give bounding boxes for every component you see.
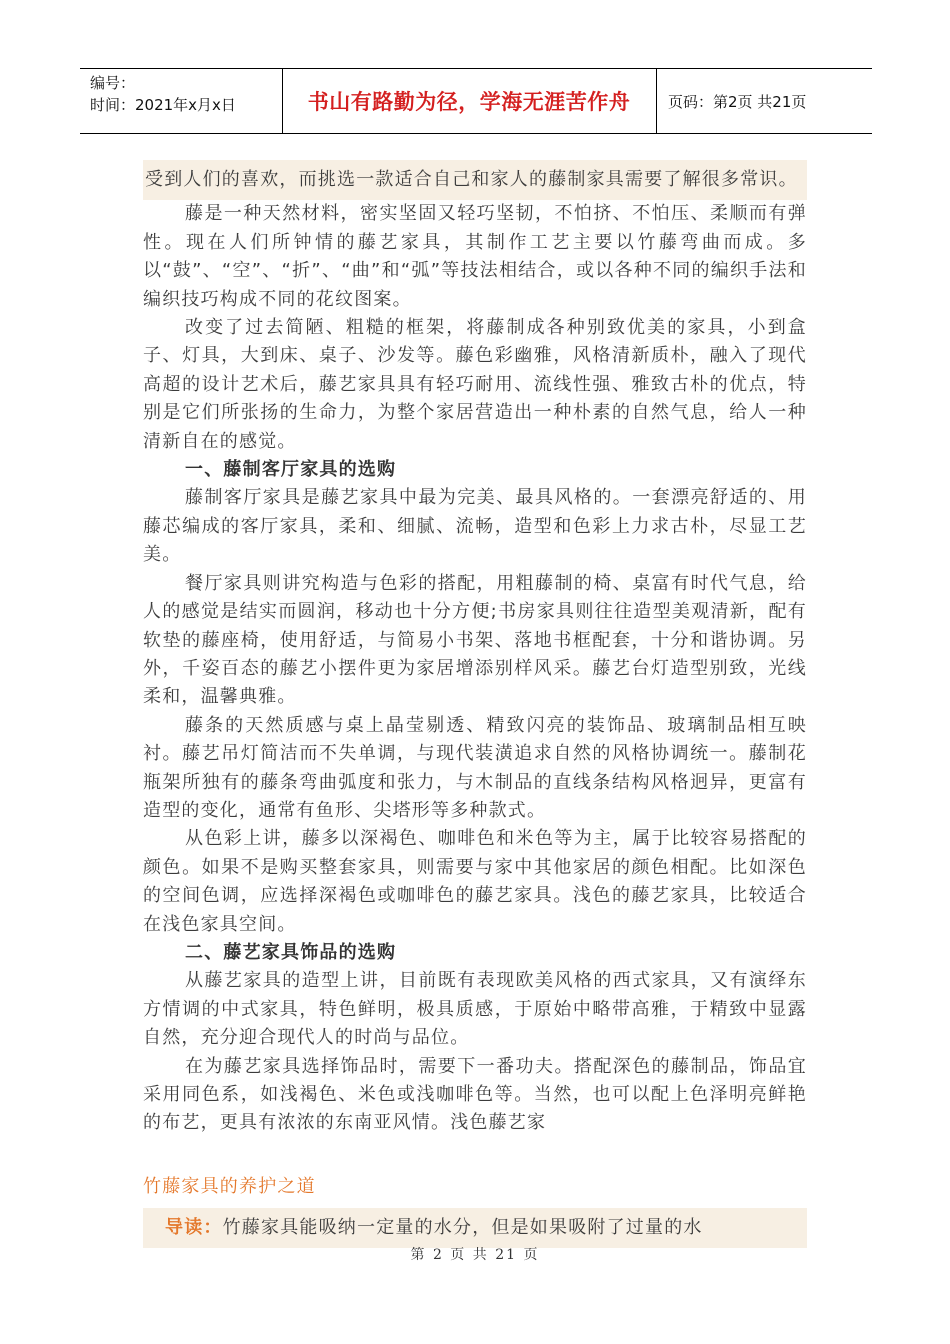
- body-paragraph: 餐厅家具则讲究构造与色彩的搭配，用粗藤制的椅、桌富有时代气息，给人的感觉是结实而圆润，移动也十分方便;书房家具则往往造型美观清新，配有软垫的藤座椅，使用舒适，与简易小书架、落地书框配套，十分和谐协调。另外，千姿百态的藤艺小摆件更为家居增添别样风采。藤艺台灯造型别致，光线柔和，温馨典雅。: [143, 572, 807, 708]
- header-motto: 书山有路勤为径，学海无涯苦作舟: [307, 90, 631, 114]
- guide-label: 导读：: [165, 1216, 223, 1238]
- body-paragraph: 在为藤艺家具选择饰品时，需要下一番功夫。搭配深色的藤制品，饰品宜采用同色系，如浅褐色、米色或浅咖啡色等。当然，也可以配上色泽明亮鲜艳的布艺，更具有浓浓的东南亚风情。浅色藤艺家: [143, 1055, 807, 1134]
- article-subtitle: 竹藤家具的养护之道: [143, 1175, 316, 1197]
- section-heading-living-room: 一、藤制客厅家具的选购: [185, 459, 397, 481]
- serial-number-label: 编号：: [90, 74, 136, 92]
- body-paragraph: 藤是一种天然材料，密实坚固又轻巧坚韧，不怕挤、不怕压、柔顺而有弹性。现在人们所钟情的藤艺家具，其制作工艺主要以竹藤弯曲而成。多以“鼓”、“空”、“折”、“曲”和“弧”等技法相结合，或以各种不同的编织手法和编织技巧构成不同的花纹图案。: [143, 203, 807, 310]
- body-paragraph: 从色彩上讲，藤多以深褐色、咖啡色和米色等为主，属于比较容易搭配的颜色。如果不是购买整套家具，则需要与家中其他家居的颜色相配。比如深色的空间色调，应选择深褐色或咖啡色的藤艺家具。浅色的藤艺家具，比较适合在浅色家具空间。: [143, 828, 807, 935]
- date-label: 时间：2021年x月x日: [90, 96, 236, 114]
- page-header: [80, 68, 872, 134]
- body-paragraph: 藤条的天然质感与桌上晶莹剔透、精致闪亮的装饰品、玻璃制品相互映衬。藤艺吊灯简洁而不失单调，与现代装潢追求自然的风格协调统一。藤制花瓶架所独有的藤条弯曲弧度和张力，与木制品的直线条结构风格迥异，更富有造型的变化，通常有鱼形、尖塔形等多种款式。: [143, 714, 807, 821]
- article-body: [143, 160, 807, 1248]
- body-paragraph: 藤制客厅家具是藤艺家具中最为完美、最具风格的。一套漂亮舒适的、用藤芯编成的客厅家具，柔和、细腻、流畅，造型和色彩上力求古朴，尽显工艺美。: [143, 487, 807, 566]
- section-heading-accessories: 二、藤艺家具饰品的选购: [185, 941, 397, 963]
- page-footer: 第 2 页 共 21 页: [410, 1247, 540, 1263]
- header-divider-right: [656, 68, 657, 134]
- header-page-info: 页码：第2页 共21页: [668, 92, 807, 111]
- intro-paragraph: 受到人们的喜欢，而挑选一款适合自己和家人的藤制家具需要了解很多常识。: [143, 160, 807, 200]
- guide-text: 竹藤家具能吸纳一定量的水分，但是如果吸附了过量的水: [222, 1216, 703, 1238]
- body-paragraph: 从藤艺家具的造型上讲，目前既有表现欧美风格的西式家具，又有演绎东方情调的中式家具，特色鲜明，极具质感，于原始中略带高雅，于精致中显露自然，充分迎合现代人的时尚与品位。: [143, 970, 807, 1049]
- guide-box: [143, 1208, 807, 1248]
- header-meta: [90, 72, 236, 116]
- body-paragraph: 改变了过去简陋、粗糙的框架，将藤制成各种别致优美的家具，小到盒子、灯具，大到床、桌子、沙发等。藤色彩幽雅，风格清新质朴，融入了现代高超的设计艺术后，藤艺家具具有轻巧耐用、流线性强、雅致古朴的优点，特别是它们所张扬的生命力，为整个家居营造出一种朴素的自然气息，给人一种清新自在的感觉。: [143, 317, 807, 452]
